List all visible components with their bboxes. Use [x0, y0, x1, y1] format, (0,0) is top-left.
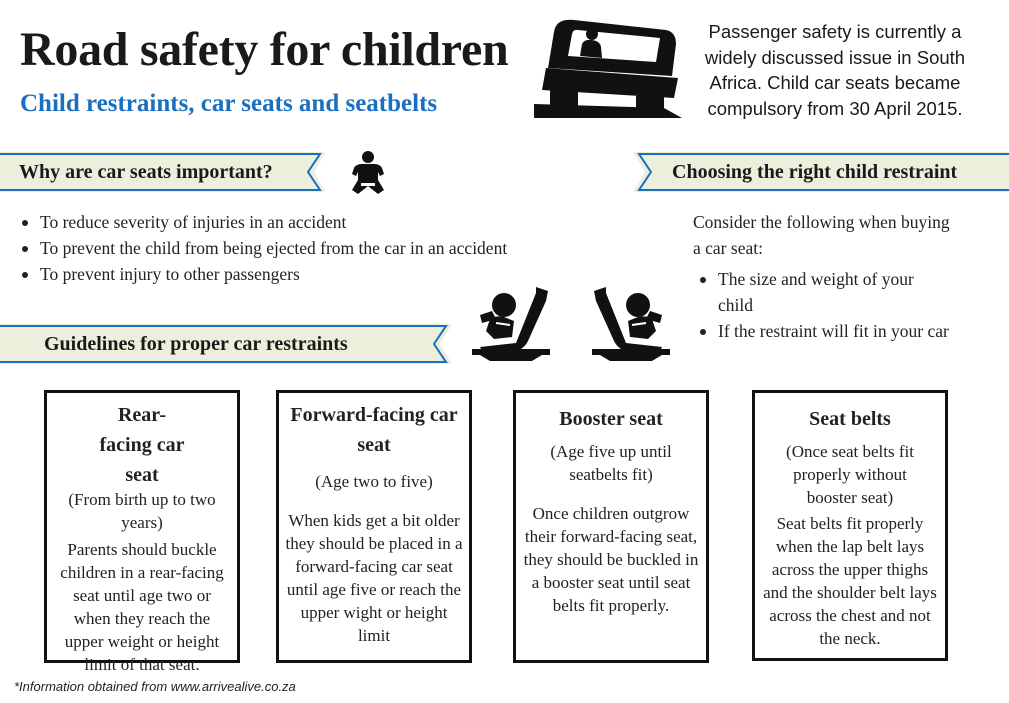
card-title: Forward-facing car seat	[290, 404, 458, 456]
card-forward-facing	[276, 390, 472, 663]
why-item: To prevent the child from being ejected from the car in an accident	[21, 235, 507, 261]
why-banner	[0, 152, 326, 192]
card-title: Rear-facing car seat	[99, 404, 185, 486]
card-age: (Age two to five)	[315, 472, 433, 491]
why-heading: Why are car seats important?	[19, 161, 273, 183]
card-age: (Once seat belts fit properly without booster seat)	[786, 442, 914, 507]
rear-facing-car-seat-icon	[470, 285, 554, 361]
intro-text: Passenger safety is currently a widely discussed issue in South Africa. Child car seats became compulsory from 30 April 2015.	[704, 21, 966, 119]
card-title: Seat belts	[809, 408, 891, 430]
card-booster-seat	[513, 390, 709, 663]
guidelines-banner	[0, 324, 452, 364]
choosing-item: If the restraint will fit in your car	[699, 318, 949, 344]
card-rear-facing	[44, 390, 240, 674]
card-title: Booster seat	[559, 408, 663, 430]
source-footnote: *Information obtained from www.arrivealive.co.za	[14, 679, 296, 694]
card-description: When kids get a bit older they should be placed in a forward-facing car seat until age five or reach the upper wight or height limit	[285, 511, 463, 645]
why-list	[21, 209, 507, 287]
choosing-intro: Consider the following when buying a car seat:	[693, 212, 950, 258]
card-age: (Age five up until seatbelts fit)	[550, 442, 672, 484]
page-subtitle: Child restraints, car seats and seatbelts	[20, 90, 438, 117]
choosing-heading: Choosing the right child restraint	[672, 161, 958, 183]
car-on-ramp-icon	[532, 14, 684, 122]
choosing-banner	[633, 152, 1009, 192]
forward-facing-car-seat-icon	[588, 285, 672, 361]
guidelines-heading: Guidelines for proper car restraints	[44, 333, 348, 355]
card-seat-belts	[752, 390, 948, 661]
card-description: Parents should buckle children in a rear-facing seat until age two or when they reach the upper weight or height limit of that seat.	[60, 540, 224, 674]
choosing-list	[699, 266, 949, 344]
card-age: (From birth up to two years)	[68, 490, 216, 532]
baby-icon	[350, 150, 386, 196]
choosing-item: The size and weight of your child	[699, 266, 949, 318]
why-item: To reduce severity of injuries in an accident	[21, 209, 507, 235]
card-description: Seat belts fit properly when the lap belt lays across the upper thighs and the shoulder belt lays across the chest and not the neck.	[763, 514, 937, 648]
why-item: To prevent injury to other passengers	[21, 261, 507, 287]
page-title: Road safety for children	[20, 23, 509, 76]
card-description: Once children outgrow their forward-facing seat, they should be buckled in a booster seat until seat belts fit properly.	[523, 504, 699, 615]
